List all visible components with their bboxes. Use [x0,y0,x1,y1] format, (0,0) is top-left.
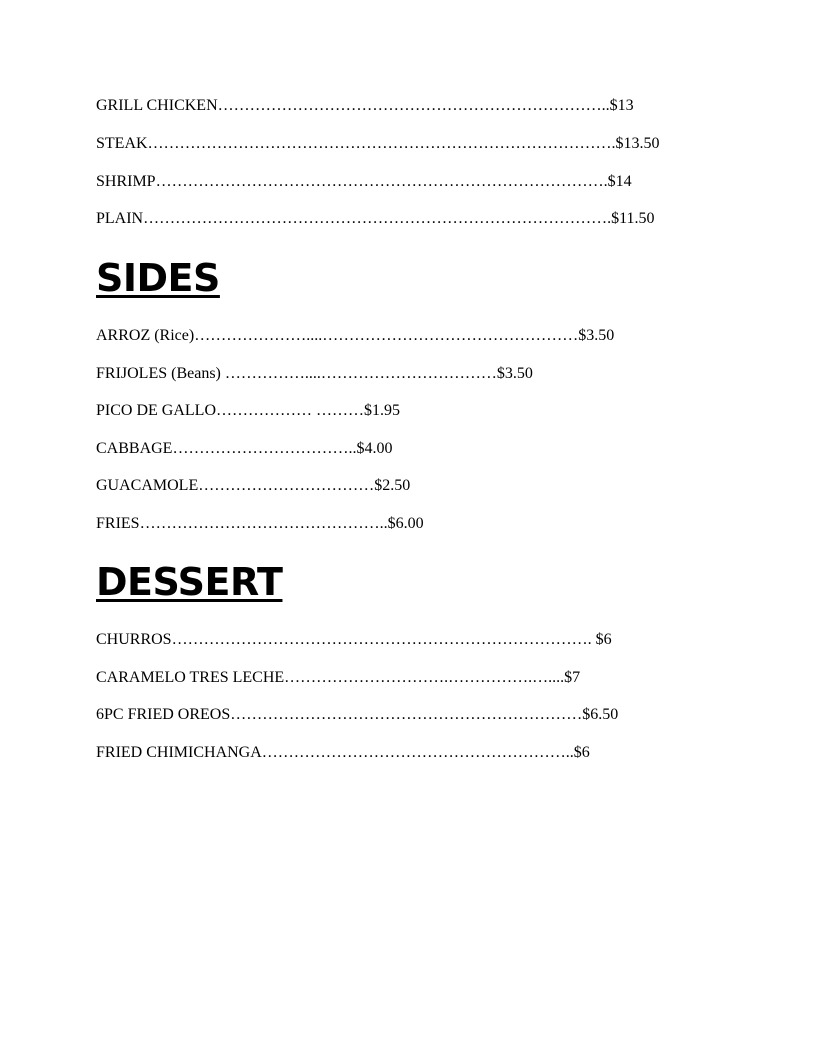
sides-heading: SIDES [96,256,220,300]
dessert-heading: DESSERT [96,560,283,604]
menu-item-frijoles: FRIJOLES (Beans) ……………....……………………………$3.50 [96,365,533,382]
menu-item-grill-chicken: GRILL CHICKEN………………………………………………………………..$13 [96,97,634,114]
menu-item-arroz: ARROZ (Rice)…………………....…………………………………………$3.50 [96,327,615,344]
menu-item-shrimp: SHRIMP………………………………………………………………………….$14 [96,173,632,190]
menu-item-pico-de-gallo: PICO DE GALLO……………… ………$1.95 [96,402,400,419]
menu-item-cabbage: CABBAGE……………………………..$4.00 [96,440,393,457]
menu-item-fries: FRIES………………………………………..$6.00 [96,515,424,532]
menu-item-fried-oreos: 6PC FRIED OREOS…………………………………………………………$6.50 [96,706,619,723]
menu-item-steak: STEAK…………………………………………………………………………….$13.50 [96,135,660,152]
menu-item-churros: CHURROS……………………………………………………………………. $6 [96,631,612,648]
menu-item-guacamole: GUACAMOLE……………………………$2.50 [96,477,411,494]
menu-item-caramelo-tres-leche: CARAMELO TRES LECHE………………………….…………….…....$7 [96,669,581,686]
menu-item-plain: PLAIN…………………………………………………………………………….$11.50 [96,210,655,227]
menu-item-fried-chimichanga: FRIED CHIMICHANGA…………………………………………………..$6 [96,744,590,761]
